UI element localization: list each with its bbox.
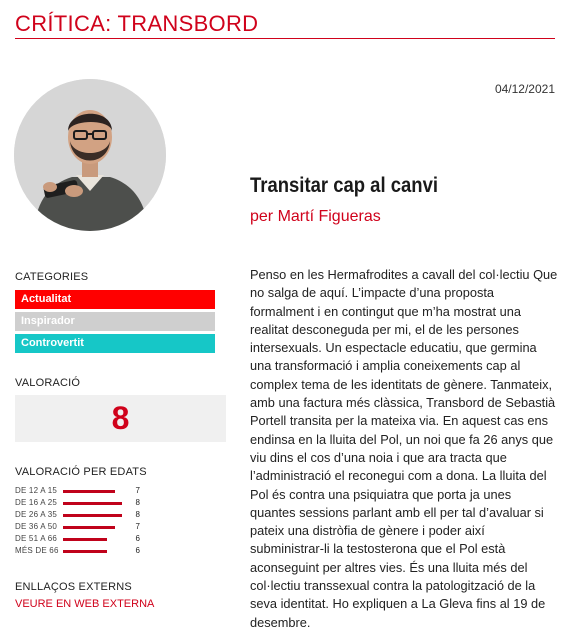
age-rating-row [15,545,140,557]
categories-heading: CATEGORIES [15,271,89,283]
age-rating-row [15,509,140,521]
title-divider [15,38,555,39]
page-title: CRÍTICA: TRANSBORD [15,11,259,36]
rating-heading: VALORACIÓ [15,377,81,389]
article-body: Penso en les Hermafrodites a cavall del col·lectiu Que no salga de aquí. L’impacte d’una proposta formalment i en contingut que m’ha mostrat una realitat desconeguda per mi, el de les persones intersexuals. Un espectacle educatiu, que germina una transformació i amplia coneixements cap al complex tema de les identitats de gènere. Tanmateix, amb una factura més clàssica, Transbord de Sebastià Portell transita per la mateixa via. En aquest cas ens endinsa en la lluita del Pol, un noi que fa 26 anys que viu dins el cos d’una noia i que ara tracta que l’administració el reconegui com a dona. La lluita del Pol és contra una psiquiatra que porta ja unes quantes sessions parlant amb ell per tal d’avaluar si pateix una distròfia de gènere i poder així subministrar-li la testosterona que el Pol està aconseguint per altres vies. És una lluita més del col·lectiu transsexual contra la patologització de la seva identitat. Ho expliquen a La Gleva fins al 19 de desembre. [250,267,558,630]
age-rating-heading: VALORACIÓ PER EDATS [15,466,147,478]
age-range-label: MÉS DE 66 [15,546,59,555]
category-actualitat[interactable]: Actualitat [15,290,215,309]
age-range-label: DE 36 A 50 [15,522,58,531]
author-avatar [14,79,166,231]
age-rating-bar [63,538,107,541]
rating-box [15,395,226,442]
age-rating-bar [63,526,115,529]
age-range-label: DE 12 A 15 [15,486,58,495]
age-rating-row [15,485,140,497]
age-rating-value: 8 [135,510,140,519]
external-links-heading: ENLLAÇOS EXTERNS [15,581,132,593]
age-rating-value: 7 [135,522,140,531]
age-rating-row [15,497,140,509]
category-inspirador[interactable]: Inspirador [15,312,215,331]
age-rating-bar [63,514,122,517]
age-rating-value: 8 [135,498,140,507]
article-title: Transitar cap al canvi [250,174,438,197]
category-controvertit[interactable]: Controvertit [15,334,215,353]
age-rating-bar [63,490,115,493]
age-rating-bar [63,550,107,553]
age-rating-bar [63,502,122,505]
age-rating-row [15,521,140,533]
age-rating-value: 6 [135,546,140,555]
age-rating-value: 6 [135,534,140,543]
article-author[interactable]: per Martí Figueras [250,208,381,225]
age-range-label: DE 51 A 66 [15,534,58,543]
external-web-link[interactable]: VEURE EN WEB EXTERNA [15,598,155,610]
age-range-label: DE 26 A 35 [15,510,58,519]
rating-value: 8 [111,400,130,436]
age-rating-row [15,533,140,545]
article-date: 04/12/2021 [494,82,555,96]
age-rating-value: 7 [135,486,140,495]
age-range-label: DE 16 A 25 [15,498,58,507]
